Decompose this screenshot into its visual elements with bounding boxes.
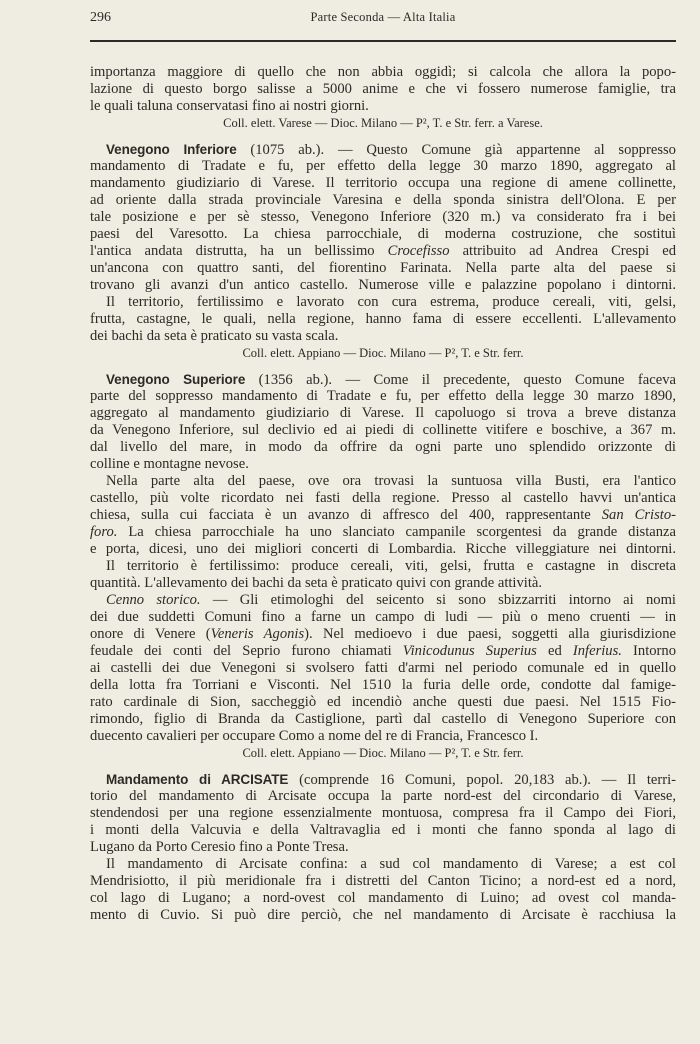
- text-line: [90, 524, 676, 541]
- italic-text: Inferius.: [572, 643, 622, 659]
- text-line: tale posizione e per sè stesso, Venegono Inferiore (320 m.) va considerato fra i bei: [90, 209, 676, 225]
- text-line: quantità. L'allevamento dei bachi da seta è praticato quivi con grande attività.: [90, 575, 543, 591]
- text-segment: attribuito ad Andrea Crespi ed: [449, 243, 676, 259]
- text-line: rimondo, figlio di Branda da Castiglione, partì dal castello di Venegono Superiore con: [90, 711, 676, 727]
- text-line: Mendrisiotto, il più meridionale fra i distretti del Canton Ticino; a nord-est ed a nord,: [90, 873, 676, 889]
- text-line: aggregato al mandamento giudiziario di Varese. Il capoluogo si trova a breve distanza: [90, 405, 676, 421]
- text-line: da Venegono Inferiore, sul declivio ed ai piedi di collinette vitifere e boschive, a 367 m.: [90, 422, 676, 438]
- text-line: ad oriente dalla strada provinciale Varesina e della sponda sinistra dell'Olona. E per: [90, 192, 676, 208]
- text-line: un'ancona con quattro santi, del fiorentino Farinata. Nella parte alta del paese si: [90, 260, 676, 276]
- page-number: 296: [90, 10, 111, 25]
- text-line: Lugano da Porto Ceresio fino a Ponte Tresa.: [90, 839, 349, 855]
- text-segment: La chiesa parrocchiale ha uno slanciato campanile scorgentesi da grande distanza: [117, 524, 676, 540]
- text-line: lazione di questo borgo salisse a 5000 anime e che vi fossero numerose famiglie, tra: [90, 81, 676, 97]
- text-line: dal livello del mare, in modo da offrire da ogni parte uno splendido orizzonte di: [90, 439, 676, 455]
- text-line: i monti della Valcuvia e della Valtravaglia ed i monti che fanno sponda al lago di: [90, 822, 676, 838]
- entry-heading: Venegono Superiore: [106, 372, 246, 387]
- text-segment: ). Nel medioevo i due paesi, soggetti alla giurisdizione: [304, 626, 676, 642]
- text-line: [90, 643, 676, 660]
- text-line: [90, 592, 676, 609]
- text-line: Il territorio è fertilissimo: produce cereali, viti, gelsi, frutta e castagne in discreta: [106, 558, 676, 574]
- text-line: stendendosi per una regione essenzialmente montuosa, compresa fra il Campo dei Fiori,: [90, 805, 676, 821]
- text-segment: ed: [536, 643, 573, 659]
- paragraph: [90, 141, 676, 294]
- text-segment: chiesa, sulla cui facciata è un avanzo di affresco del 400, rappresentante: [90, 507, 602, 523]
- text-line: [90, 626, 676, 643]
- text-line: Coll. elett. Varese — Dioc. Milano — P², T. e Str. ferr. a Varese.: [223, 116, 543, 130]
- text-line: col lago di Lugano; a nord-ovest col mandamento di Luino; ad ovest col manda-: [90, 890, 676, 906]
- paragraph: [90, 294, 676, 345]
- text-segment: Intorno: [621, 643, 677, 659]
- text-line: torio del mandamento di Arcisate occupa la parte nord-est del circondario di Varese,: [90, 788, 676, 804]
- text-line: trovano gli avanzi d'un antico castello. Numerose ville e palazzine popolano i dintorni.: [90, 277, 676, 293]
- text-segment: — Gli etimologhi del seicento si sono sbizzarriti intorno ai nomi: [200, 592, 676, 608]
- header-rule: [90, 40, 676, 42]
- text-segment: (1356 ab.). — Come il precedente, questo Comune faceva: [245, 372, 676, 388]
- text-line: paesi del Varesotto. La chiesa parrocchiale, di moderna costruzione, che sostituì: [90, 226, 676, 242]
- text-line: [90, 243, 676, 260]
- italic-text: Cenno storico.: [106, 592, 201, 608]
- text-line: ai castelli dei due Venegoni si svolsero fatti d'armi nel periodo comunale ed in quello: [90, 660, 676, 676]
- text-line: Coll. elett. Appiano — Dioc. Milano — P², T. e Str. ferr.: [242, 746, 524, 760]
- text-line: Il territorio, fertilissimo e lavorato con cura estrema, produce cereali, viti, gelsi,: [106, 294, 676, 310]
- text-segment: feudale dei conti del Seprio furono chiamati: [90, 643, 403, 659]
- text-line: colline e montagne nevose.: [90, 456, 249, 472]
- text-line: dei due suddetti Comuni fino a farne un campo di ludi — più o meno cruenti — in: [90, 609, 676, 625]
- electoral-note: [90, 345, 676, 362]
- italic-text: Veneris Agonis: [210, 626, 305, 642]
- text-line: castello, più volte ricordato nei fasti della regione. Presso al castello havvi un'antica: [90, 490, 676, 506]
- italic-text: foro.: [90, 524, 118, 540]
- text-line: [90, 141, 676, 158]
- text-line: frutta, castagne, le quali, nella regione, hanno fama di essere eccellenti. L'allevamento: [90, 311, 676, 327]
- italic-text: San Cristo-: [601, 507, 676, 523]
- text-line: Coll. elett. Appiano — Dioc. Milano — P², T. e Str. ferr.: [242, 346, 524, 360]
- electoral-note: [90, 115, 676, 132]
- text-line: Il mandamento di Arcisate confina: a sud col mandamento di Varese; a est col: [106, 856, 676, 872]
- text-segment: (1075 ab.). — Questo Comune già appartenne al soppresso: [236, 142, 676, 158]
- text-line: dei bachi da seta è praticato su vasta scala.: [90, 328, 339, 344]
- text-segment: onore di Venere (: [90, 626, 211, 642]
- page-body: [90, 64, 676, 924]
- running-title: Parte Seconda — Alta Italia: [310, 10, 456, 24]
- entry-heading: Mandamento di ARCISATE: [106, 772, 289, 787]
- running-header: [90, 10, 676, 30]
- text-line: e porta, dicesi, uno dei migliori concerti di Lombardia. Ricche villeggiature nei dintorni.: [90, 541, 676, 557]
- text-segment: l'antica andata distrutta, ha un bellissimo: [90, 243, 388, 259]
- text-line: rato cardinale di Sion, saccheggiò ed incendiò anche questi due paesi. Nel 1515 Fio-: [90, 694, 676, 710]
- text-line: mandamento di Tradate e fu, per effetto della legge 30 marzo 1890, aggregato al: [90, 158, 676, 174]
- paragraph: [90, 371, 676, 473]
- italic-text: Crocefisso: [387, 243, 450, 259]
- text-line: della lotta fra Torriani e Visconti. Nel 1510 la furia delle orde, condotte dal famige-: [90, 677, 676, 693]
- entry-heading: Venegono Inferiore: [106, 142, 237, 157]
- paragraph: [90, 473, 676, 558]
- italic-text: Vinicodunus Superius: [402, 643, 537, 659]
- paragraph: [90, 64, 676, 115]
- text-line: duecento cavalieri per occupare Como a nome del re di Francia, Francesco I.: [90, 728, 539, 744]
- text-segment: (comprende 16 Comuni, popol. 20,183 ab.). — Il terri-: [288, 772, 676, 788]
- text-line: importanza maggiore di quello che non abbia oggidì; si calcola che allora la popo-: [90, 64, 676, 80]
- text-line: le quali taluna conservatasi fino ai nostri giorni.: [90, 98, 369, 114]
- text-line: mandamento giudiziario di Varese. Il territorio occupa una regione di amene collinette,: [90, 175, 676, 191]
- text-line: Nella parte alta del paese, ove ora trovasi la suntuosa villa Busti, era l'antico: [106, 473, 676, 489]
- text-line: mento di Cuvio. Si può dire perciò, che nel mandamento di Arcisate è racchiusa la: [90, 907, 676, 923]
- text-line: parte del soppresso mandamento di Tradate e fu, per effetto della legge 30 marzo 1890,: [90, 388, 676, 404]
- paragraph: [90, 592, 676, 745]
- text-line: [90, 371, 676, 388]
- electoral-note: [90, 745, 676, 762]
- text-line: [90, 507, 676, 524]
- paragraph: [90, 558, 676, 592]
- paragraph: [90, 856, 676, 924]
- paragraph: [90, 771, 676, 856]
- text-line: [90, 771, 676, 788]
